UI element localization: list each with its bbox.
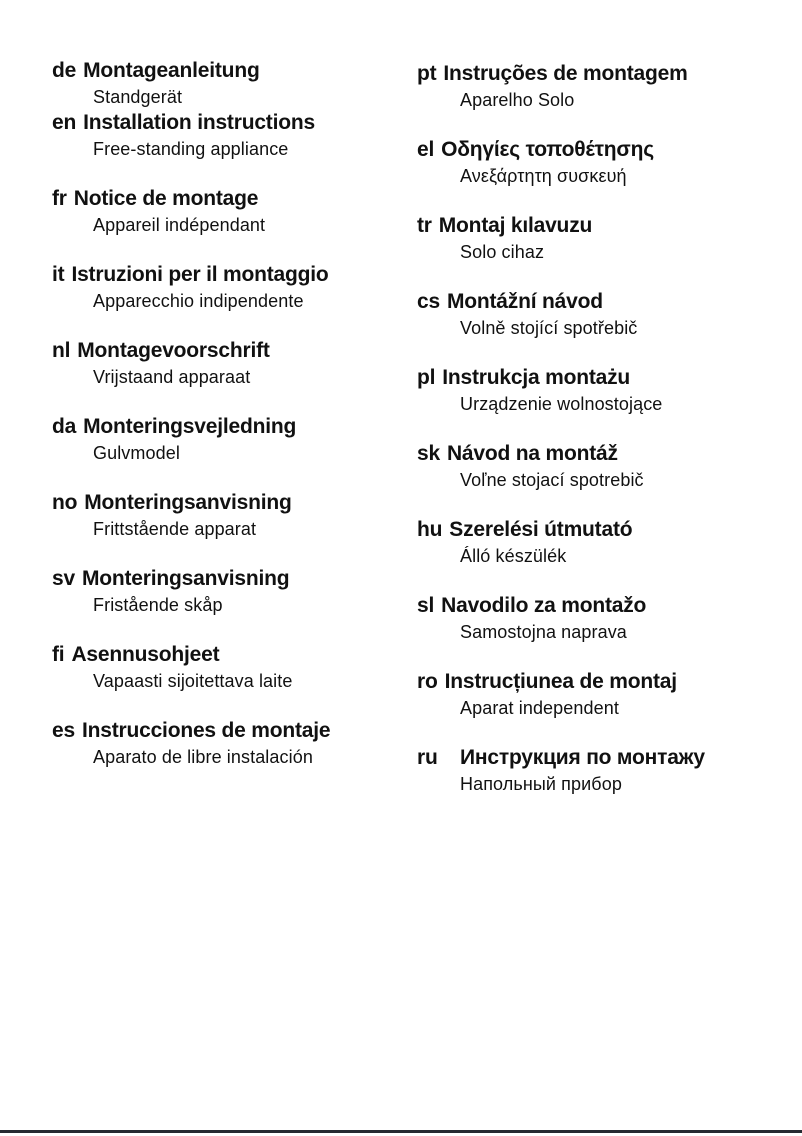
language-code: pt (417, 62, 437, 85)
language-entry-it (52, 262, 412, 314)
language-heading (52, 338, 412, 364)
language-heading (417, 61, 797, 87)
language-heading (52, 58, 412, 84)
language-title: Montaj kılavuzu (438, 214, 593, 237)
language-title: Installation instructions (83, 111, 315, 134)
language-heading (52, 718, 412, 744)
language-heading (417, 441, 797, 467)
language-code: sk (417, 442, 440, 465)
language-code: fr (52, 187, 67, 210)
language-subtitle: Frittstående apparat (93, 519, 257, 539)
language-code: fi (52, 643, 65, 666)
language-subtitle: Aparato de libre instalación (93, 747, 313, 767)
language-title: Monteringsvejledning (83, 415, 297, 438)
language-subtitle: Volně stojící spotřebič (460, 318, 638, 338)
language-entry-ro (417, 669, 797, 721)
language-code: ru (417, 746, 438, 769)
language-title: Notice de montage (73, 187, 259, 210)
language-subtitle: Samostojna naprava (460, 622, 627, 642)
language-code: nl (52, 339, 71, 362)
page-bottom-edge-bar (0, 1130, 802, 1133)
language-code: it (52, 263, 65, 286)
language-entry-es (52, 718, 412, 770)
language-heading (52, 110, 412, 136)
language-subtitle: Solo cihaz (460, 242, 545, 262)
language-title: Montážní návod (446, 290, 603, 313)
language-code: no (52, 491, 78, 514)
language-code: da (52, 415, 77, 438)
language-heading (52, 490, 412, 516)
language-code: hu (417, 518, 443, 541)
language-heading (417, 669, 797, 695)
language-code: sl (417, 594, 435, 617)
language-heading (417, 213, 797, 239)
language-code: cs (417, 290, 440, 313)
language-column-right (417, 61, 797, 821)
language-title: Istruzioni per il montaggio (71, 263, 329, 286)
language-entry-da (52, 414, 412, 466)
language-subtitle: Apparecchio indipendente (93, 291, 304, 311)
language-subtitle: Urządzenie wolnostojące (460, 394, 663, 414)
language-entry-no (52, 490, 412, 542)
language-subtitle: Fristående skåp (93, 595, 223, 615)
language-entry-fi (52, 642, 412, 694)
language-title: Instrucciones de montaje (81, 719, 331, 742)
language-code: pl (417, 366, 436, 389)
language-code: es (52, 719, 75, 742)
language-subtitle: Aparat independent (460, 698, 619, 718)
language-subtitle: Gulvmodel (93, 443, 180, 463)
language-heading (417, 365, 797, 391)
language-title: Instrukcja montażu (442, 366, 631, 389)
language-entry-tr (417, 213, 797, 265)
language-entry-de (52, 58, 412, 110)
language-entry-nl (52, 338, 412, 390)
language-code: sv (52, 567, 75, 590)
language-entry-el (417, 137, 797, 189)
language-title: Instrucțiunea de montaj (444, 670, 677, 693)
language-subtitle: Appareil indépendant (93, 215, 266, 235)
language-entry-pl (417, 365, 797, 417)
language-subtitle: Ανεξάρτητη συσκευή (460, 166, 627, 186)
language-code: en (52, 111, 77, 134)
language-entry-hu (417, 517, 797, 569)
language-entry-sv (52, 566, 412, 618)
language-subtitle: Álló készülék (460, 546, 567, 566)
language-heading (52, 262, 412, 288)
language-title: Navodilo za montažo (441, 594, 647, 617)
language-title: Monteringsanvisning (81, 567, 290, 590)
language-entry-sl (417, 593, 797, 645)
language-title: Szerelési útmutató (449, 518, 633, 541)
language-entry-fr (52, 186, 412, 238)
language-heading (52, 186, 412, 212)
language-title: Montagevoorschrift (77, 339, 270, 362)
language-title: Instruções de montagem (443, 62, 688, 85)
language-heading (417, 289, 797, 315)
language-title: Инструкция по монтажу (460, 746, 705, 769)
language-title: Monteringsanvisning (84, 491, 292, 514)
language-entry-en (52, 110, 412, 162)
language-heading (417, 745, 797, 771)
language-title: Οδηγίες τοποθέτησης (441, 138, 654, 161)
language-title: Návod na montáž (446, 442, 618, 465)
language-entry-ru (417, 745, 797, 797)
language-subtitle: Aparelho Solo (460, 90, 575, 110)
language-code: el (417, 138, 435, 161)
language-entry-pt (417, 61, 797, 113)
language-subtitle: Standgerät (93, 87, 183, 107)
language-heading (417, 137, 797, 163)
language-subtitle: Voľne stojací spotrebič (460, 470, 644, 490)
language-heading (52, 566, 412, 592)
language-subtitle: Напольный прибор (460, 774, 622, 794)
language-heading (417, 593, 797, 619)
language-entry-sk (417, 441, 797, 493)
language-code: de (52, 59, 77, 82)
language-code: tr (417, 214, 432, 237)
language-entry-cs (417, 289, 797, 341)
language-column-left (52, 58, 412, 794)
language-subtitle: Vrijstaand apparaat (93, 367, 251, 387)
language-subtitle: Vapaasti sijoitettava laite (93, 671, 293, 691)
language-heading (52, 414, 412, 440)
language-heading (417, 517, 797, 543)
language-code: ro (417, 670, 438, 693)
language-title: Montageanleitung (83, 59, 260, 82)
language-subtitle: Free-standing appliance (93, 139, 289, 159)
language-heading (52, 642, 412, 668)
language-title: Asennusohjeet (71, 643, 220, 666)
